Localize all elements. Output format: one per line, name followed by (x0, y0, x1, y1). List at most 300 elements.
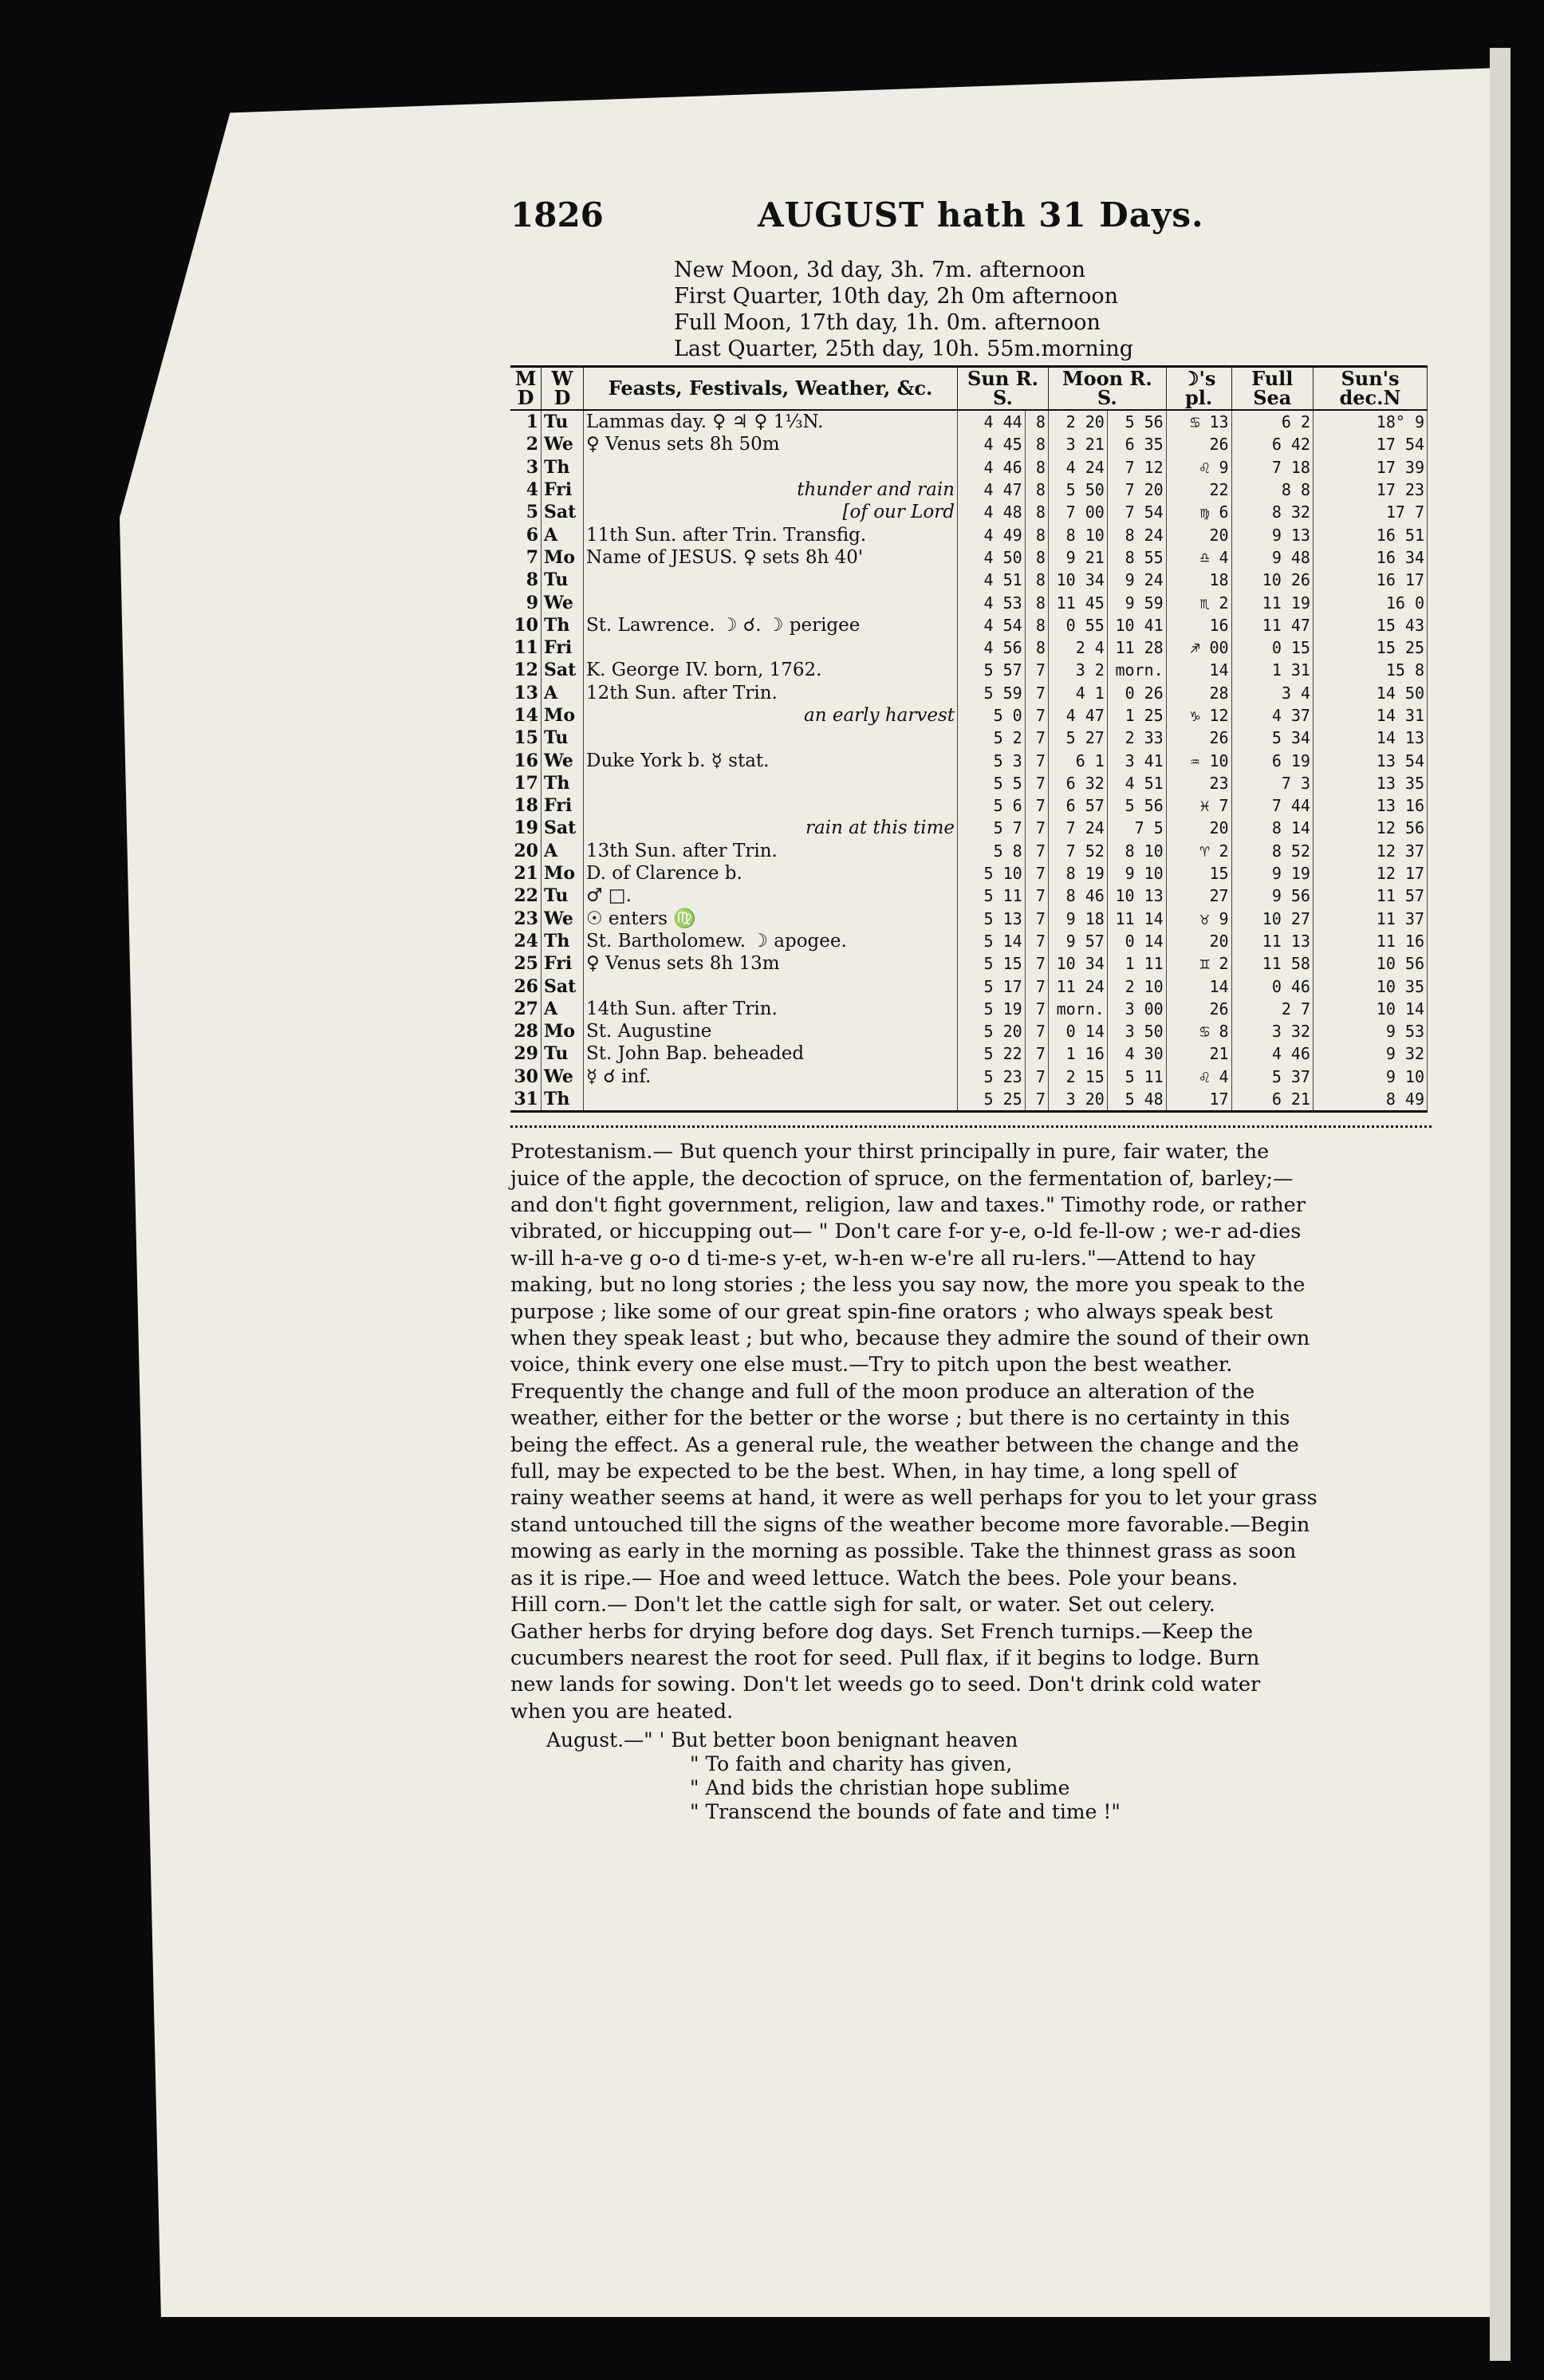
week-day-cell: Fri (542, 636, 584, 659)
sun-rise-cell: 5 20 (958, 1020, 1026, 1042)
moon-rise-cell: 4 1 (1048, 682, 1107, 704)
moon-rise-cell: 8 19 (1048, 862, 1107, 885)
full-sea-cell: 9 56 (1231, 885, 1313, 907)
sun-set-cell: 7 (1025, 682, 1048, 704)
week-day-cell: Th (542, 930, 584, 952)
month-day-cell: 3 (510, 456, 542, 479)
moon-set-cell: 11 28 (1107, 636, 1166, 659)
sun-declination-cell: 11 57 (1313, 885, 1427, 907)
moon-set-cell: 9 59 (1107, 591, 1166, 613)
feast-cell: ♀ Venus sets 8h 50m (584, 433, 958, 455)
week-day-cell: A (542, 682, 584, 704)
sun-rise-cell: 4 56 (958, 636, 1026, 659)
sun-rise-cell: 4 49 (958, 523, 1026, 546)
full-sea-cell: 11 47 (1231, 614, 1313, 636)
month-day-cell: 20 (510, 840, 542, 862)
table-row (510, 1042, 1428, 1065)
month-day-cell: 31 (510, 1088, 542, 1112)
table-row (510, 569, 1428, 591)
page-title: AUGUST hath 31 Days. (758, 195, 1204, 234)
sun-rise-cell: 4 54 (958, 614, 1026, 636)
moon-rise-cell: 9 18 (1048, 908, 1107, 930)
full-sea-cell: 10 26 (1231, 569, 1313, 591)
sun-declination-cell: 14 50 (1313, 682, 1427, 704)
table-row (510, 998, 1428, 1020)
full-sea-cell: 5 37 (1231, 1066, 1313, 1088)
week-day-cell: Th (542, 614, 584, 636)
col-header-sun-dec: Sun's dec.N (1313, 367, 1427, 411)
table-row (510, 659, 1428, 681)
sun-rise-cell: 5 59 (958, 682, 1026, 704)
feast-cell: St. Bartholomew. ☽ apogee. (584, 930, 958, 952)
moon-place-cell: ♌ 4 (1166, 1066, 1231, 1088)
sun-rise-cell: 5 8 (958, 840, 1026, 862)
moon-place-cell: 20 (1166, 523, 1231, 546)
sun-rise-cell: 5 3 (958, 749, 1026, 771)
moon-place-cell: ♈ 2 (1166, 840, 1231, 862)
text-line: as it is ripe.— Hoe and weed lettuce. Watch the bees. Pole your beans. (510, 1566, 1239, 1590)
table-row (510, 682, 1428, 704)
moon-place-cell: ♏ 2 (1166, 591, 1231, 613)
sun-rise-cell: 5 15 (958, 952, 1026, 975)
sun-declination-cell: 17 39 (1313, 456, 1427, 479)
moon-place-cell: 20 (1166, 817, 1231, 839)
full-sea-cell: 10 27 (1231, 908, 1313, 930)
sun-set-cell: 8 (1025, 591, 1048, 613)
moon-place-cell: 14 (1166, 975, 1231, 997)
feast-cell (584, 772, 958, 794)
moon-place-cell: 26 (1166, 998, 1231, 1020)
sun-declination-cell: 12 56 (1313, 817, 1427, 839)
moon-set-cell: 1 11 (1107, 952, 1166, 975)
moon-rise-cell: 5 27 (1048, 727, 1107, 749)
text-line: when they speak least ; but who, because they admire the sound of their own (510, 1326, 1310, 1351)
month-day-cell: 7 (510, 546, 542, 569)
month-day-cell: 28 (510, 1020, 542, 1042)
moon-rise-cell: 6 57 (1048, 794, 1107, 817)
moon-place-cell: 28 (1166, 682, 1231, 704)
sun-set-cell: 7 (1025, 794, 1048, 817)
text-line: being the effect. As a general rule, the weather between the change and the (510, 1432, 1299, 1457)
month-day-cell: 1 (510, 410, 542, 433)
sun-rise-cell: 5 7 (958, 817, 1026, 839)
moon-rise-cell: 8 10 (1048, 523, 1107, 546)
month-day-cell: 23 (510, 908, 542, 930)
moon-place-cell: 22 (1166, 479, 1231, 501)
full-sea-cell: 4 37 (1231, 704, 1313, 727)
moon-set-cell: 5 56 (1107, 794, 1166, 817)
text-line: juice of the apple, the decoction of spruce, on the fermentation of, barley;— (510, 1166, 1294, 1191)
sun-declination-cell: 16 0 (1313, 591, 1427, 613)
week-day-cell: Mo (542, 704, 584, 727)
sun-set-cell: 7 (1025, 659, 1048, 681)
moon-rise-cell: 9 57 (1048, 930, 1107, 952)
sun-set-cell: 7 (1025, 1042, 1048, 1065)
moon-rise-cell: 7 24 (1048, 817, 1107, 839)
month-day-cell: 17 (510, 772, 542, 794)
full-sea-cell: 6 21 (1231, 1088, 1313, 1112)
sun-declination-cell: 8 49 (1313, 1088, 1427, 1112)
sun-rise-cell: 5 5 (958, 772, 1026, 794)
week-day-cell: We (542, 908, 584, 930)
month-day-cell: 6 (510, 523, 542, 546)
feast-cell (584, 794, 958, 817)
week-day-cell: We (542, 433, 584, 455)
full-sea-cell: 2 7 (1231, 998, 1313, 1020)
table-row (510, 885, 1428, 907)
sun-rise-cell: 5 23 (958, 1066, 1026, 1088)
feast-cell (584, 569, 958, 591)
sun-set-cell: 7 (1025, 749, 1048, 771)
month-day-cell: 25 (510, 952, 542, 975)
moon-rise-cell: 6 1 (1048, 749, 1107, 771)
table-row (510, 1020, 1428, 1042)
week-day-cell: Fri (542, 952, 584, 975)
moon-rise-cell: 11 45 (1048, 591, 1107, 613)
moon-rise-cell: 0 55 (1048, 614, 1107, 636)
sun-set-cell: 8 (1025, 501, 1048, 523)
full-sea-cell: 8 8 (1231, 479, 1313, 501)
moon-place-cell: 17 (1166, 1088, 1231, 1112)
moon-set-cell: 5 11 (1107, 1066, 1166, 1088)
table-row (510, 930, 1428, 952)
feast-cell: D. of Clarence b. (584, 862, 958, 885)
moon-set-cell: 3 41 (1107, 749, 1166, 771)
week-day-cell: Mo (542, 1020, 584, 1042)
week-day-cell: We (542, 591, 584, 613)
page-content (510, 195, 1432, 1824)
text-line: weather, either for the better or the worse ; but there is no certainty in this (510, 1406, 1290, 1431)
moon-set-cell: 7 20 (1107, 479, 1166, 501)
sun-rise-cell: 5 14 (958, 930, 1026, 952)
month-day-cell: 10 (510, 614, 542, 636)
col-header-md: M D (510, 367, 542, 411)
moon-rise-cell: 3 2 (1048, 659, 1107, 681)
month-day-cell: 11 (510, 636, 542, 659)
sun-rise-cell: 5 6 (958, 794, 1026, 817)
moon-place-cell: ♉ 9 (1166, 908, 1231, 930)
sun-rise-cell: 5 2 (958, 727, 1026, 749)
sun-declination-cell: 13 54 (1313, 749, 1427, 771)
sun-declination-cell: 12 37 (1313, 840, 1427, 862)
sun-set-cell: 7 (1025, 1088, 1048, 1112)
moon-place-cell: ♊ 2 (1166, 952, 1231, 975)
moon-rise-cell: 2 4 (1048, 636, 1107, 659)
feast-cell (584, 636, 958, 659)
week-day-cell: We (542, 749, 584, 771)
moon-rise-cell: 7 52 (1048, 840, 1107, 862)
month-day-cell: 4 (510, 479, 542, 501)
month-day-cell: 15 (510, 727, 542, 749)
week-day-cell: Tu (542, 1042, 584, 1065)
week-day-cell: Sat (542, 659, 584, 681)
table-row (510, 1088, 1428, 1112)
text-line: mowing as early in the morning as possible. Take the thinnest grass as soon (510, 1539, 1297, 1564)
verse (510, 1728, 1432, 1824)
table-row (510, 1066, 1428, 1088)
phase-line: First Quarter, 10th day, 2h 0m afternoon (674, 284, 1119, 309)
moon-place-cell: ♍ 6 (1166, 501, 1231, 523)
col-header-moon: Moon R. S. (1048, 367, 1166, 411)
moon-rise-cell: morn. (1048, 998, 1107, 1020)
month-day-cell: 27 (510, 998, 542, 1020)
sun-set-cell: 7 (1025, 930, 1048, 952)
sun-declination-cell: 9 10 (1313, 1066, 1427, 1088)
table-row (510, 636, 1428, 659)
table-row (510, 704, 1428, 727)
sun-rise-cell: 4 53 (958, 591, 1026, 613)
moon-place-cell: ♒ 10 (1166, 749, 1231, 771)
month-day-cell: 13 (510, 682, 542, 704)
sun-set-cell: 8 (1025, 479, 1048, 501)
sun-declination-cell: 14 13 (1313, 727, 1427, 749)
week-day-cell: Sat (542, 817, 584, 839)
sun-set-cell: 7 (1025, 975, 1048, 997)
month-day-cell: 19 (510, 817, 542, 839)
sun-declination-cell: 10 56 (1313, 952, 1427, 975)
sun-rise-cell: 5 10 (958, 862, 1026, 885)
moon-set-cell: 8 24 (1107, 523, 1166, 546)
sun-declination-cell: 15 43 (1313, 614, 1427, 636)
sun-set-cell: 7 (1025, 998, 1048, 1020)
phase-line: Full Moon, 17th day, 1h. 0m. afternoon (674, 310, 1101, 335)
moon-set-cell: 8 55 (1107, 546, 1166, 569)
sun-declination-cell: 10 14 (1313, 998, 1427, 1020)
month-day-cell: 26 (510, 975, 542, 997)
week-day-cell: A (542, 840, 584, 862)
week-day-cell: Tu (542, 885, 584, 907)
moon-rise-cell: 11 24 (1048, 975, 1107, 997)
sun-declination-cell: 9 53 (1313, 1020, 1427, 1042)
sun-declination-cell: 13 35 (1313, 772, 1427, 794)
col-header-full-sea: Full Sea (1231, 367, 1313, 411)
sun-declination-cell: 17 54 (1313, 433, 1427, 455)
sun-set-cell: 8 (1025, 433, 1048, 455)
table-header-row (510, 367, 1428, 411)
sun-rise-cell: 5 17 (958, 975, 1026, 997)
verse-line: " And bids the christian hope sublime (690, 1776, 1070, 1800)
table-row (510, 975, 1428, 997)
week-day-cell: We (542, 1066, 584, 1088)
full-sea-cell: 4 46 (1231, 1042, 1313, 1065)
table-body (510, 410, 1428, 1112)
moon-place-cell: 26 (1166, 433, 1231, 455)
ornamental-divider (510, 1117, 1432, 1128)
sun-declination-cell: 11 37 (1313, 908, 1427, 930)
moon-place-cell: 26 (1166, 727, 1231, 749)
moon-place-cell: 27 (1166, 885, 1231, 907)
table-row (510, 908, 1428, 930)
sun-rise-cell: 5 19 (958, 998, 1026, 1020)
moon-place-cell: 20 (1166, 930, 1231, 952)
table-row (510, 952, 1428, 975)
sun-declination-cell: 15 8 (1313, 659, 1427, 681)
body-text (510, 1139, 1432, 1725)
moon-set-cell: 8 10 (1107, 840, 1166, 862)
full-sea-cell: 1 31 (1231, 659, 1313, 681)
table-row (510, 794, 1428, 817)
feast-cell: St. John Bap. beheaded (584, 1042, 958, 1065)
text-line: Hill corn.— Don't let the cattle sigh for salt, or water. Set out celery. (510, 1593, 1215, 1618)
sun-declination-cell: 16 17 (1313, 569, 1427, 591)
table-row (510, 479, 1428, 501)
moon-place-cell: ♋ 13 (1166, 410, 1231, 433)
sun-set-cell: 7 (1025, 772, 1048, 794)
full-sea-cell: 9 19 (1231, 862, 1313, 885)
feast-cell: 11th Sun. after Trin. Transfig. (584, 523, 958, 546)
full-sea-cell: 0 46 (1231, 975, 1313, 997)
text-line: cucumbers nearest the root for seed. Pull flax, if it begins to lodge. Burn (510, 1645, 1260, 1670)
moon-set-cell: 2 33 (1107, 727, 1166, 749)
phase-line: New Moon, 3d day, 3h. 7m. afternoon (674, 258, 1086, 282)
week-day-cell: Mo (542, 546, 584, 569)
moon-rise-cell: 1 16 (1048, 1042, 1107, 1065)
moon-set-cell: 10 13 (1107, 885, 1166, 907)
moon-set-cell: 0 14 (1107, 930, 1166, 952)
full-sea-cell: 6 42 (1231, 433, 1313, 455)
full-sea-cell: 7 3 (1231, 772, 1313, 794)
col-header-feasts: Feasts, Festivals, Weather, &c. (584, 367, 958, 411)
week-day-cell: Th (542, 1088, 584, 1112)
table-row (510, 749, 1428, 771)
table-row (510, 433, 1428, 455)
page-header (510, 195, 1432, 234)
text-line: stand untouched till the signs of the weather become more favorable.—Begin (510, 1512, 1310, 1537)
moon-rise-cell: 3 21 (1048, 433, 1107, 455)
week-day-cell: Th (542, 772, 584, 794)
month-day-cell: 29 (510, 1042, 542, 1065)
moon-set-cell: 9 10 (1107, 862, 1166, 885)
col-header-wd: W D (542, 367, 584, 411)
month-day-cell: 2 (510, 433, 542, 455)
feast-cell: 13th Sun. after Trin. (584, 840, 958, 862)
sun-set-cell: 7 (1025, 952, 1048, 975)
verse-line: " Transcend the bounds of fate and time !" (690, 1800, 1121, 1824)
text-line: Protestanism.— But quench your thirst principally in pure, fair water, the (510, 1140, 1270, 1164)
moon-rise-cell: 10 34 (1048, 952, 1107, 975)
week-day-cell: Fri (542, 479, 584, 501)
sun-set-cell: 7 (1025, 727, 1048, 749)
col-header-sun: Sun R. S. (958, 367, 1049, 411)
text-line: full, may be expected to be the best. When, in hay time, a long spell of (510, 1460, 1238, 1484)
moon-place-cell: ♌ 9 (1166, 456, 1231, 479)
moon-set-cell: 4 30 (1107, 1042, 1166, 1065)
full-sea-cell: 7 44 (1231, 794, 1313, 817)
moon-place-cell: ♋ 8 (1166, 1020, 1231, 1042)
week-day-cell: Tu (542, 727, 584, 749)
sun-declination-cell: 15 25 (1313, 636, 1427, 659)
sun-rise-cell: 5 11 (958, 885, 1026, 907)
moon-place-cell: ♎ 4 (1166, 546, 1231, 569)
moon-rise-cell: 3 20 (1048, 1088, 1107, 1112)
full-sea-cell: 11 13 (1231, 930, 1313, 952)
moon-rise-cell: 7 00 (1048, 501, 1107, 523)
moon-set-cell: 6 35 (1107, 433, 1166, 455)
text-line: when you are heated. (510, 1699, 734, 1724)
table-row (510, 727, 1428, 749)
sun-declination-cell: 18° 9 (1313, 410, 1427, 433)
sun-declination-cell: 10 35 (1313, 975, 1427, 997)
month-day-cell: 16 (510, 749, 542, 771)
text-line: voice, think every one else must.—Try to pitch upon the best weather. (510, 1353, 1233, 1377)
full-sea-cell: 11 19 (1231, 591, 1313, 613)
moon-place-cell: 18 (1166, 569, 1231, 591)
moon-rise-cell: 6 32 (1048, 772, 1107, 794)
feast-cell: 12th Sun. after Trin. (584, 682, 958, 704)
feast-cell: 14th Sun. after Trin. (584, 998, 958, 1020)
week-day-cell: Tu (542, 410, 584, 433)
moon-set-cell: 10 41 (1107, 614, 1166, 636)
moon-set-cell: 11 14 (1107, 908, 1166, 930)
sun-set-cell: 7 (1025, 908, 1048, 930)
sun-set-cell: 8 (1025, 410, 1048, 433)
year: 1826 (510, 195, 604, 234)
moon-rise-cell: 5 50 (1048, 479, 1107, 501)
sun-rise-cell: 4 47 (958, 479, 1026, 501)
feast-cell: K. George IV. born, 1762. (584, 659, 958, 681)
phase-line: Last Quarter, 25th day, 10h. 55m.morning (674, 337, 1134, 361)
feast-cell: an early harvest (584, 704, 958, 727)
page-edge (1490, 48, 1511, 2361)
feast-cell: Name of JESUS. ♀ sets 8h 40' (584, 546, 958, 569)
week-day-cell: Sat (542, 975, 584, 997)
week-day-cell: Sat (542, 501, 584, 523)
moon-set-cell: 3 50 (1107, 1020, 1166, 1042)
full-sea-cell: 3 4 (1231, 682, 1313, 704)
feast-cell: ♂ □. (584, 885, 958, 907)
sun-set-cell: 7 (1025, 840, 1048, 862)
col-header-moon-place: ☽'s pl. (1166, 367, 1231, 411)
sun-set-cell: 8 (1025, 636, 1048, 659)
moon-set-cell: 7 5 (1107, 817, 1166, 839)
sun-declination-cell: 13 16 (1313, 794, 1427, 817)
text-line: vibrated, or hiccupping out— " Don't care f-or y-e, o-ld fe-ll-ow ; we-r ad-dies (510, 1220, 1302, 1244)
sun-declination-cell: 12 17 (1313, 862, 1427, 885)
moon-rise-cell: 4 47 (1048, 704, 1107, 727)
verse-head: August.—" ' But better boon benignant heaven (546, 1728, 1018, 1752)
moon-place-cell: 14 (1166, 659, 1231, 681)
full-sea-cell: 11 58 (1231, 952, 1313, 975)
moon-rise-cell: 10 34 (1048, 569, 1107, 591)
moon-rise-cell: 4 24 (1048, 456, 1107, 479)
sun-set-cell: 8 (1025, 523, 1048, 546)
full-sea-cell: 9 13 (1231, 523, 1313, 546)
sun-rise-cell: 5 57 (958, 659, 1026, 681)
table-row (510, 501, 1428, 523)
sun-set-cell: 7 (1025, 885, 1048, 907)
table-row (510, 591, 1428, 613)
moon-place-cell: ♓ 7 (1166, 794, 1231, 817)
sun-declination-cell: 14 31 (1313, 704, 1427, 727)
feast-cell (584, 727, 958, 749)
sun-rise-cell: 4 48 (958, 501, 1026, 523)
moon-set-cell: 5 48 (1107, 1088, 1166, 1112)
feast-cell: ♀ Venus sets 8h 13m (584, 952, 958, 975)
feast-cell: ☉ enters ♍ (584, 908, 958, 930)
table-row (510, 840, 1428, 862)
full-sea-cell: 8 32 (1231, 501, 1313, 523)
feast-cell (584, 456, 958, 479)
week-day-cell: Fri (542, 794, 584, 817)
month-day-cell: 22 (510, 885, 542, 907)
moon-place-cell: 23 (1166, 772, 1231, 794)
month-day-cell: 21 (510, 862, 542, 885)
sun-rise-cell: 5 0 (958, 704, 1026, 727)
sun-rise-cell: 4 51 (958, 569, 1026, 591)
sun-rise-cell: 5 13 (958, 908, 1026, 930)
moon-place-cell: 21 (1166, 1042, 1231, 1065)
month-day-cell: 8 (510, 569, 542, 591)
